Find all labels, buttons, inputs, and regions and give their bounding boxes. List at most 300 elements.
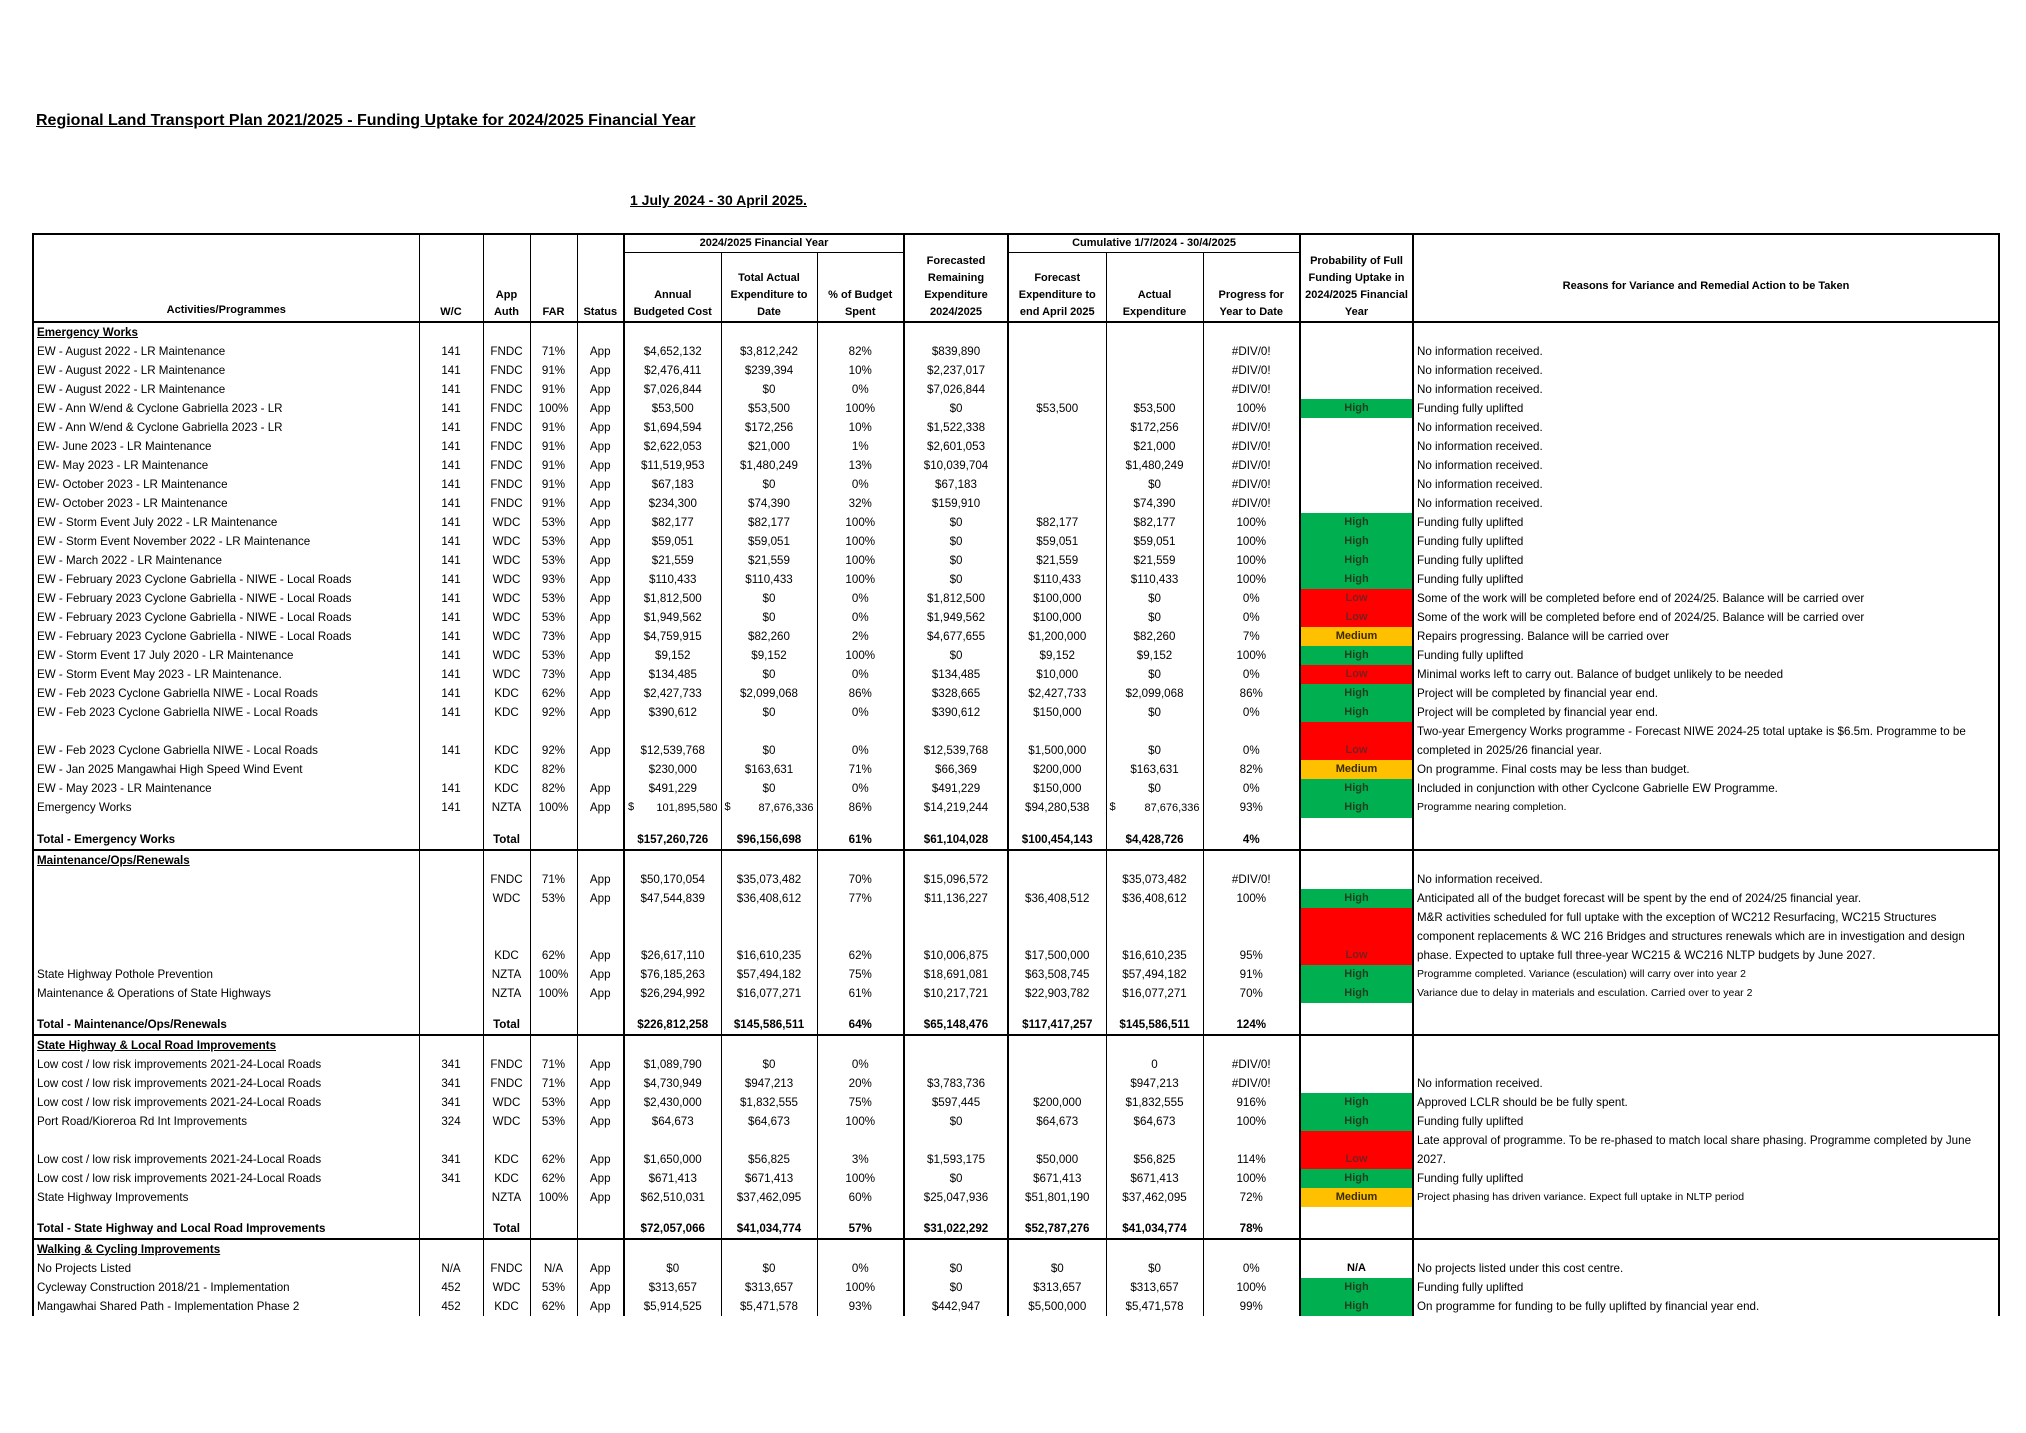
- cell-wc: 141: [419, 361, 483, 380]
- cell-wc: 341: [419, 1074, 483, 1093]
- table-row: [33, 798, 1999, 818]
- cell-reason: Funding fully uplifted: [1413, 1169, 1999, 1188]
- table-row: [33, 342, 1999, 361]
- table-row: [33, 684, 1999, 703]
- cell-prob: High: [1300, 703, 1413, 722]
- cell-name: EW - Storm Event May 2023 - LR Maintenance.: [33, 665, 419, 684]
- cell-annual: $1,089,790: [624, 1055, 721, 1074]
- cell-actual-td: $41,034,774: [721, 1219, 817, 1239]
- cell-wc: 341: [419, 1055, 483, 1074]
- cell-forecast-apr: $0: [1008, 1259, 1106, 1278]
- table-row: [33, 1093, 1999, 1112]
- cell-name: EW - February 2023 Cyclone Gabriella - NIWE - Local Roads: [33, 608, 419, 627]
- cell-annual: $5,914,525: [624, 1297, 721, 1316]
- cell-forecast-apr: $59,051: [1008, 532, 1106, 551]
- cell-auth: WDC: [483, 532, 530, 551]
- cell-progress: 70%: [1203, 984, 1300, 1003]
- cell-forecasted: $390,612: [904, 703, 1008, 722]
- spacer-cell: [33, 1207, 419, 1219]
- cell-wc: [419, 965, 483, 984]
- cell-auth: KDC: [483, 684, 530, 703]
- cell-prob: [1300, 1015, 1413, 1035]
- cell-far: 62%: [530, 1297, 577, 1316]
- cell-forecast-apr: $150,000: [1008, 703, 1106, 722]
- cell-progress: #DIV/0!: [1203, 361, 1300, 380]
- cell-name: EW - Jan 2025 Mangawhai High Speed Wind Event: [33, 760, 419, 779]
- table-row: [33, 665, 1999, 684]
- table-row: [33, 380, 1999, 399]
- cell-pct: 61%: [817, 830, 904, 850]
- cell-annual: $1,694,594: [624, 418, 721, 437]
- cell-wc: 141: [419, 608, 483, 627]
- cell-actual-td: $172,256: [721, 418, 817, 437]
- cell-far: 71%: [530, 1055, 577, 1074]
- cell-prob: High: [1300, 1169, 1413, 1188]
- cell-reason: [1413, 1219, 1999, 1239]
- cell-pct: 32%: [817, 494, 904, 513]
- table-row: [33, 1055, 1999, 1074]
- cell-status: App: [577, 665, 624, 684]
- section-cell: [817, 1035, 904, 1055]
- cell-wc: 141: [419, 513, 483, 532]
- cell-pct: 0%: [817, 1055, 904, 1074]
- section-cell: [577, 1239, 624, 1259]
- total-row: [33, 830, 1999, 850]
- table-row: [33, 908, 1999, 965]
- cell-status: App: [577, 908, 624, 965]
- cell-forecast-apr: [1008, 456, 1106, 475]
- cell-auth: WDC: [483, 608, 530, 627]
- section-title: Maintenance/Ops/Renewals: [33, 850, 419, 870]
- section-title: State Highway & Local Road Improvements: [33, 1035, 419, 1055]
- col-forecasted-remaining: Forecasted Remaining Expenditure 2024/2025: [904, 253, 1008, 322]
- cell-forecasted: $0: [904, 570, 1008, 589]
- cell-actual-td: $9,152: [721, 646, 817, 665]
- cell-actual-td: $239,394: [721, 361, 817, 380]
- spacer-cell: [577, 818, 624, 830]
- cell-reason: Funding fully uplifted: [1413, 399, 1999, 418]
- cell-prob: Low: [1300, 722, 1413, 760]
- cell-forecasted: $1,949,562: [904, 608, 1008, 627]
- cell-forecasted: $3,783,736: [904, 1074, 1008, 1093]
- spacer-cell: [33, 1003, 419, 1015]
- spacer-cell: [904, 818, 1008, 830]
- cell-wc: 141: [419, 646, 483, 665]
- cell-forecasted: $10,039,704: [904, 456, 1008, 475]
- cell-wc: [419, 1219, 483, 1239]
- cell-auth: FNDC: [483, 399, 530, 418]
- cell-reason: No information received.: [1413, 418, 1999, 437]
- cell-status: [577, 1015, 624, 1035]
- cell-progress: 82%: [1203, 760, 1300, 779]
- cell-pct: 100%: [817, 1169, 904, 1188]
- cell-actual-td: $5,471,578: [721, 1297, 817, 1316]
- cell-actual-exp: $82,260: [1106, 627, 1203, 646]
- cell-forecast-apr: $100,000: [1008, 608, 1106, 627]
- cell-wc: [419, 908, 483, 965]
- cell-wc: 141: [419, 589, 483, 608]
- cell-auth: KDC: [483, 760, 530, 779]
- cell-progress: 0%: [1203, 779, 1300, 798]
- spacer-cell: [530, 1207, 577, 1219]
- cell-progress: 0%: [1203, 1259, 1300, 1278]
- section-cell: [1008, 850, 1106, 870]
- cell-actual-td: $163,631: [721, 760, 817, 779]
- cell-name: EW- October 2023 - LR Maintenance: [33, 494, 419, 513]
- table-row: [33, 627, 1999, 646]
- cell-status: App: [577, 1055, 624, 1074]
- cell-status: App: [577, 1093, 624, 1112]
- cell-reason: [1413, 830, 1999, 850]
- cell-far: 73%: [530, 627, 577, 646]
- cell-pct: 82%: [817, 342, 904, 361]
- cell-auth: WDC: [483, 1093, 530, 1112]
- cell-actual-exp: $56,825: [1106, 1131, 1203, 1169]
- cell-actual-exp: 0: [1106, 1055, 1203, 1074]
- cell-forecast-apr: [1008, 361, 1106, 380]
- cell-wc: 341: [419, 1131, 483, 1169]
- cell-prob: High: [1300, 1093, 1413, 1112]
- cell-far: [530, 1219, 577, 1239]
- cell-actual-exp: $947,213: [1106, 1074, 1203, 1093]
- cell-wc: 141: [419, 627, 483, 646]
- spacer-cell: [1203, 818, 1300, 830]
- section-cell: [1008, 322, 1106, 342]
- cell-forecasted: $0: [904, 532, 1008, 551]
- cell-reason: On programme for funding to be fully uplifted by financial year end.: [1413, 1297, 1999, 1316]
- cell-auth: WDC: [483, 627, 530, 646]
- cell-actual-td: $74,390: [721, 494, 817, 513]
- cell-status: App: [577, 589, 624, 608]
- cell-forecasted: $0: [904, 1112, 1008, 1131]
- cell-forecasted: $65,148,476: [904, 1015, 1008, 1035]
- cell-actual-exp: $0: [1106, 722, 1203, 760]
- cell-forecast-apr: $5,500,000: [1008, 1297, 1106, 1316]
- table-row: [33, 984, 1999, 1003]
- cell-forecast-apr: $9,152: [1008, 646, 1106, 665]
- cell-progress: 100%: [1203, 570, 1300, 589]
- cell-forecast-apr: $150,000: [1008, 779, 1106, 798]
- cell-actual-td: $110,433: [721, 570, 817, 589]
- cell-progress: 99%: [1203, 1297, 1300, 1316]
- table-row: [33, 870, 1999, 889]
- cell-annual: $59,051: [624, 532, 721, 551]
- table-row: [33, 361, 1999, 380]
- cell-actual-td: $16,610,235: [721, 908, 817, 965]
- cell-reason: No projects listed under this cost centre.: [1413, 1259, 1999, 1278]
- cell-annual: $390,612: [624, 703, 721, 722]
- cell-progress: 100%: [1203, 399, 1300, 418]
- cell-forecast-apr: $36,408,512: [1008, 889, 1106, 908]
- cell-actual-td: $56,825: [721, 1131, 817, 1169]
- cell-status: [577, 1219, 624, 1239]
- cell-actual-td: $0: [721, 1259, 817, 1278]
- cell-far: 71%: [530, 1074, 577, 1093]
- section-cell: [624, 850, 721, 870]
- cell-annual: $21,559: [624, 551, 721, 570]
- section-cell: [577, 322, 624, 342]
- cell-far: 91%: [530, 456, 577, 475]
- section-cell: [1413, 1239, 1999, 1259]
- cell-actual-td: $0: [721, 589, 817, 608]
- cell-forecasted: $66,369: [904, 760, 1008, 779]
- cell-far: 100%: [530, 984, 577, 1003]
- cell-progress: 95%: [1203, 908, 1300, 965]
- cell-reason: Some of the work will be completed before end of 2024/25. Balance will be carried over: [1413, 589, 1999, 608]
- cell-forecasted: $0: [904, 551, 1008, 570]
- cell-reason: No information received.: [1413, 475, 1999, 494]
- cell-annual: $234,300: [624, 494, 721, 513]
- cell-forecasted: $2,601,053: [904, 437, 1008, 456]
- spacer-cell: [483, 1207, 530, 1219]
- cell-auth: KDC: [483, 908, 530, 965]
- cell-auth: Total: [483, 1219, 530, 1239]
- cell-pct: 100%: [817, 646, 904, 665]
- cell-pct: 100%: [817, 1112, 904, 1131]
- cell-far: 91%: [530, 361, 577, 380]
- cell-pct: 64%: [817, 1015, 904, 1035]
- cell-far: 62%: [530, 908, 577, 965]
- cell-auth: KDC: [483, 1297, 530, 1316]
- cell-prob: [1300, 475, 1413, 494]
- cell-annual: $226,812,258: [624, 1015, 721, 1035]
- cell-auth: KDC: [483, 779, 530, 798]
- cell-progress: 100%: [1203, 646, 1300, 665]
- cell-actual-exp: $59,051: [1106, 532, 1203, 551]
- cell-forecasted: $0: [904, 646, 1008, 665]
- cell-progress: 916%: [1203, 1093, 1300, 1112]
- cell-forecasted: $0: [904, 1259, 1008, 1278]
- cell-actual-td: $53,500: [721, 399, 817, 418]
- total-row: [33, 1015, 1999, 1035]
- cell-reason: No information received.: [1413, 1074, 1999, 1093]
- cell-pct: 100%: [817, 570, 904, 589]
- cell-annual: $47,544,839: [624, 889, 721, 908]
- spacer-cell: [1203, 1003, 1300, 1015]
- cell-far: 91%: [530, 475, 577, 494]
- cell-forecasted: $328,665: [904, 684, 1008, 703]
- cell-annual: $4,759,915: [624, 627, 721, 646]
- cell-status: App: [577, 870, 624, 889]
- cell-name: [33, 870, 419, 889]
- section-cell: [419, 322, 483, 342]
- section-cell: [817, 850, 904, 870]
- cell-status: App: [577, 1259, 624, 1278]
- col-wc: W/C: [419, 253, 483, 322]
- cell-auth: NZTA: [483, 965, 530, 984]
- cell-actual-td: $82,260: [721, 627, 817, 646]
- cell-pct: 0%: [817, 703, 904, 722]
- cell-annual: $2,427,733: [624, 684, 721, 703]
- cell-annual: $53,500: [624, 399, 721, 418]
- cell-progress: 100%: [1203, 532, 1300, 551]
- cell-actual-td: $1,480,249: [721, 456, 817, 475]
- cell-far: 53%: [530, 589, 577, 608]
- cell-name: EW - February 2023 Cyclone Gabriella - NIWE - Local Roads: [33, 570, 419, 589]
- cell-reason: No information received.: [1413, 342, 1999, 361]
- cell-actual-td: $0: [721, 779, 817, 798]
- spacer-cell: [624, 1207, 721, 1219]
- cell-forecasted: $839,890: [904, 342, 1008, 361]
- cell-progress: 100%: [1203, 1169, 1300, 1188]
- section-cell: [530, 1035, 577, 1055]
- cell-forecasted: $442,947: [904, 1297, 1008, 1316]
- spacer-cell: [577, 1207, 624, 1219]
- cell-reason: Funding fully uplifted: [1413, 570, 1999, 589]
- cell-far: 53%: [530, 1112, 577, 1131]
- cell-name: Port Road/Kioreroa Rd Int Improvements: [33, 1112, 419, 1131]
- spacer-cell: [904, 1207, 1008, 1219]
- cell-progress: #DIV/0!: [1203, 342, 1300, 361]
- cell-forecasted: $10,217,721: [904, 984, 1008, 1003]
- cell-status: App: [577, 1169, 624, 1188]
- cell-prob: [1300, 456, 1413, 475]
- section-cell: [904, 1239, 1008, 1259]
- cell-status: App: [577, 551, 624, 570]
- table-row: [33, 1259, 1999, 1278]
- cell-progress: #DIV/0!: [1203, 437, 1300, 456]
- cell-forecast-apr: [1008, 437, 1106, 456]
- cell-name: Low cost / low risk improvements 2021-24-Local Roads: [33, 1169, 419, 1188]
- cell-reason: Approved LCLR should be be fully spent.: [1413, 1093, 1999, 1112]
- cell-annual: $26,294,992: [624, 984, 721, 1003]
- spacer-cell: [817, 1003, 904, 1015]
- cell-actual-td: $947,213: [721, 1074, 817, 1093]
- cell-status: App: [577, 361, 624, 380]
- spacer-cell: [530, 818, 577, 830]
- cell-prob: High: [1300, 984, 1413, 1003]
- table-row: [33, 722, 1999, 760]
- spacer-row: [33, 1207, 1999, 1219]
- cell-forecast-apr: [1008, 475, 1106, 494]
- col-far: FAR: [530, 253, 577, 322]
- cell-pct: 0%: [817, 665, 904, 684]
- cell-progress: #DIV/0!: [1203, 1055, 1300, 1074]
- report-period: 1 July 2024 - 30 April 2025.: [630, 192, 807, 208]
- cell-progress: 0%: [1203, 608, 1300, 627]
- cell-pct: 86%: [817, 798, 904, 818]
- cell-auth: WDC: [483, 1112, 530, 1131]
- cell-forecasted: $0: [904, 1278, 1008, 1297]
- spacer-cell: [1008, 1207, 1106, 1219]
- cell-name: State Highway Pothole Prevention: [33, 965, 419, 984]
- cell-forecast-apr: [1008, 870, 1106, 889]
- cell-forecast-apr: $22,903,782: [1008, 984, 1106, 1003]
- cell-far: [530, 1015, 577, 1035]
- cell-far: 62%: [530, 1169, 577, 1188]
- spacer-row: [33, 818, 1999, 830]
- cell-progress: #DIV/0!: [1203, 418, 1300, 437]
- cell-prob: High: [1300, 889, 1413, 908]
- cell-far: 53%: [530, 646, 577, 665]
- section-cell: [1203, 850, 1300, 870]
- cell-annual: [624, 798, 721, 818]
- spacer-cell: [1106, 818, 1203, 830]
- cell-name: Mangawhai Shared Path - Implementation Phase 2: [33, 1297, 419, 1316]
- cell-pct: 77%: [817, 889, 904, 908]
- cell-name: EW - March 2022 - LR Maintenance: [33, 551, 419, 570]
- cell-pct: 3%: [817, 1131, 904, 1169]
- cell-auth: FNDC: [483, 494, 530, 513]
- cell-far: 82%: [530, 760, 577, 779]
- cell-annual: $82,177: [624, 513, 721, 532]
- cell-status: App: [577, 475, 624, 494]
- cell-forecasted: $11,136,227: [904, 889, 1008, 908]
- section-title: Walking & Cycling Improvements: [33, 1239, 419, 1259]
- cell-actual-exp: [1106, 342, 1203, 361]
- cell-prob: [1300, 494, 1413, 513]
- cell-far: 71%: [530, 870, 577, 889]
- cell-pct: 0%: [817, 475, 904, 494]
- cell-actual-exp: $37,462,095: [1106, 1188, 1203, 1207]
- cell-name: Low cost / low risk improvements 2021-24-Local Roads: [33, 1055, 419, 1074]
- cell-name: Emergency Works: [33, 798, 419, 818]
- cell-name: EW - February 2023 Cyclone Gabriella - NIWE - Local Roads: [33, 627, 419, 646]
- spacer-cell: [1413, 1003, 1999, 1015]
- cell-annual: $230,000: [624, 760, 721, 779]
- cell-far: 91%: [530, 437, 577, 456]
- cell-forecasted: $0: [904, 513, 1008, 532]
- cell-status: App: [577, 798, 624, 818]
- cell-actual-exp: $110,433: [1106, 570, 1203, 589]
- cell-actual-td: $82,177: [721, 513, 817, 532]
- cell-prob: High: [1300, 399, 1413, 418]
- group-cumulative-header: Cumulative 1/7/2024 - 30/4/2025: [1008, 234, 1300, 253]
- cell-actual-exp: $74,390: [1106, 494, 1203, 513]
- cell-name: EW - Ann W/end & Cyclone Gabriella 2023 - LR: [33, 399, 419, 418]
- table-row: [33, 570, 1999, 589]
- cell-progress: 86%: [1203, 684, 1300, 703]
- cell-pct: 0%: [817, 779, 904, 798]
- section-cell: [904, 850, 1008, 870]
- cell-far: 53%: [530, 513, 577, 532]
- cell-prob: Low: [1300, 1131, 1413, 1169]
- cell-prob: Medium: [1300, 1188, 1413, 1207]
- section-cell: [483, 1035, 530, 1055]
- cell-progress: 100%: [1203, 1278, 1300, 1297]
- cell-forecast-apr: $63,508,745: [1008, 965, 1106, 984]
- cell-forecast-apr: $64,673: [1008, 1112, 1106, 1131]
- cell-far: 91%: [530, 418, 577, 437]
- cell-wc: 141: [419, 665, 483, 684]
- spacer-cell: [624, 818, 721, 830]
- table-row: [33, 1169, 1999, 1188]
- section-cell: [1008, 1239, 1106, 1259]
- section-cell: [577, 1035, 624, 1055]
- cell-reason: [1413, 1015, 1999, 1035]
- cell-auth: Total: [483, 1015, 530, 1035]
- cell-annual: $76,185,263: [624, 965, 721, 984]
- cell-forecasted: [904, 1055, 1008, 1074]
- cell-actual-td: $0: [721, 1055, 817, 1074]
- cell-wc: [419, 760, 483, 779]
- cell-actual-td: $3,812,242: [721, 342, 817, 361]
- currency-symbol: $: [724, 800, 731, 813]
- cell-reason: Funding fully uplifted: [1413, 513, 1999, 532]
- cell-annual: $50,170,054: [624, 870, 721, 889]
- cell-wc: [419, 870, 483, 889]
- cell-name: Total - State Highway and Local Road Improvements: [33, 1219, 419, 1239]
- cell-forecasted: $0: [904, 399, 1008, 418]
- cell-progress: 100%: [1203, 889, 1300, 908]
- cell-prob: [1300, 361, 1413, 380]
- table-row: [33, 1074, 1999, 1093]
- cell-reason: Some of the work will be completed before end of 2024/25. Balance will be carried over: [1413, 608, 1999, 627]
- cell-actual-exp: $0: [1106, 608, 1203, 627]
- cell-forecast-apr: $1,200,000: [1008, 627, 1106, 646]
- section-cell: [904, 1035, 1008, 1055]
- table-row: [33, 1188, 1999, 1207]
